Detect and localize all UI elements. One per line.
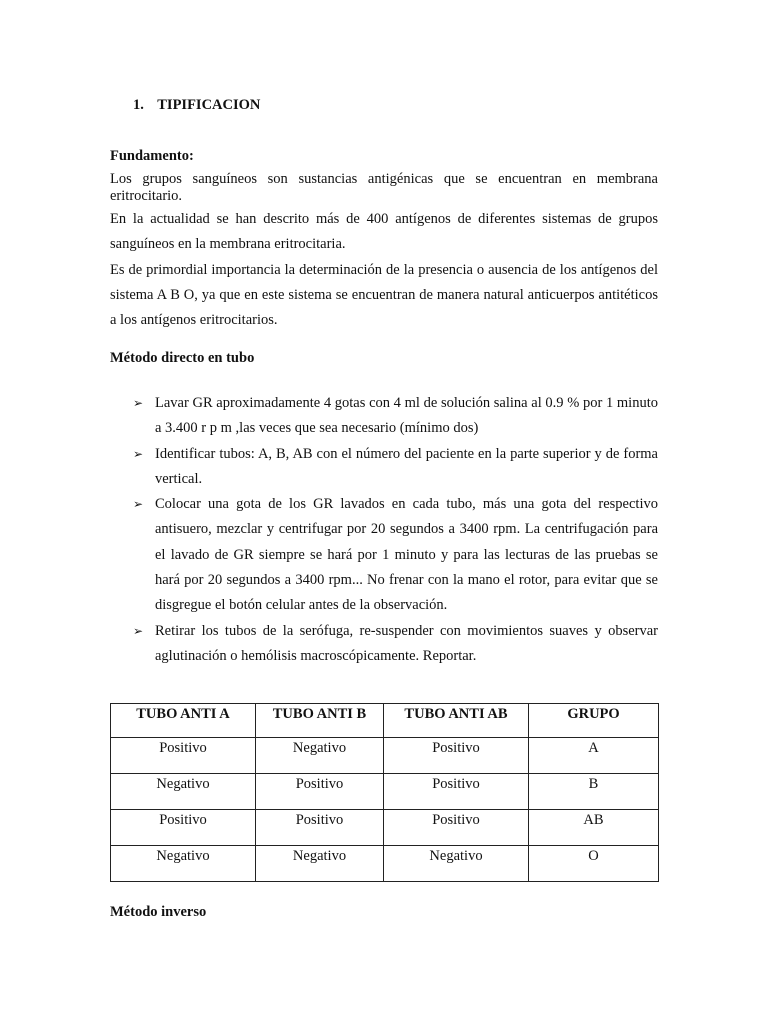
arrowhead-bullet-icon: ➢ <box>133 623 144 638</box>
table-row <box>111 846 659 882</box>
table-row <box>111 738 659 774</box>
column-header: GRUPO <box>529 704 659 738</box>
section-number: 1. <box>133 97 144 113</box>
list-item <box>110 442 658 493</box>
table-row <box>111 810 659 846</box>
step-text: Identificar tubos: A, B, AB con el número del paciente en la parte superior y de forma vertical. <box>155 445 658 487</box>
arrowhead-bullet-icon: ➢ <box>133 396 144 410</box>
steps-list <box>110 391 658 669</box>
table-cell: Negativo <box>384 846 529 882</box>
table-cell: Positivo <box>384 810 529 846</box>
arrowhead-bullet-icon: ➢ <box>133 497 144 512</box>
table-cell: AB <box>529 810 659 846</box>
arrowhead-bullet-icon: ➢ <box>133 446 144 461</box>
metodo-inverso-label: Método inverso <box>110 904 207 920</box>
section-title: TIPIFICACION <box>157 97 261 113</box>
metodo-directo-label: Método directo en tubo <box>110 350 255 366</box>
list-item <box>110 619 658 670</box>
fundamento-label: Fundamento: <box>110 148 194 164</box>
column-header: TUBO ANTI A <box>111 704 256 738</box>
fundamento-paragraph-2: En la actualidad se han descrito más de 400 antígenos de diferentes sistemas de grupos sanguíneos en la membrana eritrocitaria. <box>110 211 658 252</box>
table-row <box>111 774 659 810</box>
table-cell: Negativo <box>256 738 384 774</box>
step-text: Retirar los tubos de la serófuga, re-suspender con movimientos suaves y observar aglutinación o hemólisis macroscópicamente. Reportar. <box>155 622 658 664</box>
table-cell: B <box>529 774 659 810</box>
table-cell: Positivo <box>111 810 256 846</box>
table-cell: Negativo <box>256 846 384 882</box>
column-header: TUBO ANTI AB <box>384 704 529 738</box>
table-cell: Negativo <box>111 846 256 882</box>
list-item <box>110 391 658 442</box>
column-header: TUBO ANTI B <box>256 704 384 738</box>
table-cell: Positivo <box>111 738 256 774</box>
table-header-row <box>111 704 659 738</box>
table-cell: Negativo <box>111 774 256 810</box>
table-cell: O <box>529 846 659 882</box>
table-cell: Positivo <box>256 774 384 810</box>
table-cell: Positivo <box>384 774 529 810</box>
fundamento-paragraph-1: Los grupos sanguíneos son sustancias antigénicas que se encuentran en membrana eritrocitario. <box>110 171 658 204</box>
step-text: Lavar GR aproximadamente 4 gotas con 4 ml de solución salina al 0.9 % por 1 minuto a 3.400 r p m ,las veces que sea necesario (mínimo dos) <box>155 395 658 437</box>
fundamento-paragraph-3: Es de primordial importancia la determinación de la presencia o ausencia de los antígenos del sistema A B O, ya que en este sistema se encuentran de manera natural anticuerpos antitéticos a los antígenos eritrocitarios. <box>110 262 658 328</box>
table-cell: Positivo <box>384 738 529 774</box>
table-cell: Positivo <box>256 810 384 846</box>
section-heading <box>133 97 260 114</box>
list-item <box>110 492 658 618</box>
step-text: Colocar una gota de los GR lavados en cada tubo, más una gota del respectivo antisuero, mezclar y centrifugar por 20 segundos a 3400 rpm. La centrifugación para el lavado de GR siempre se hará por 1 minuto y para las lecturas de las pruebas se hará por 20 segundos a 3400 rpm... No frenar con la mano el rotor, para evitar que se disgregue el botón celular antes de la observación. <box>155 496 658 614</box>
table-cell: A <box>529 738 659 774</box>
abo-results-table <box>110 703 659 882</box>
